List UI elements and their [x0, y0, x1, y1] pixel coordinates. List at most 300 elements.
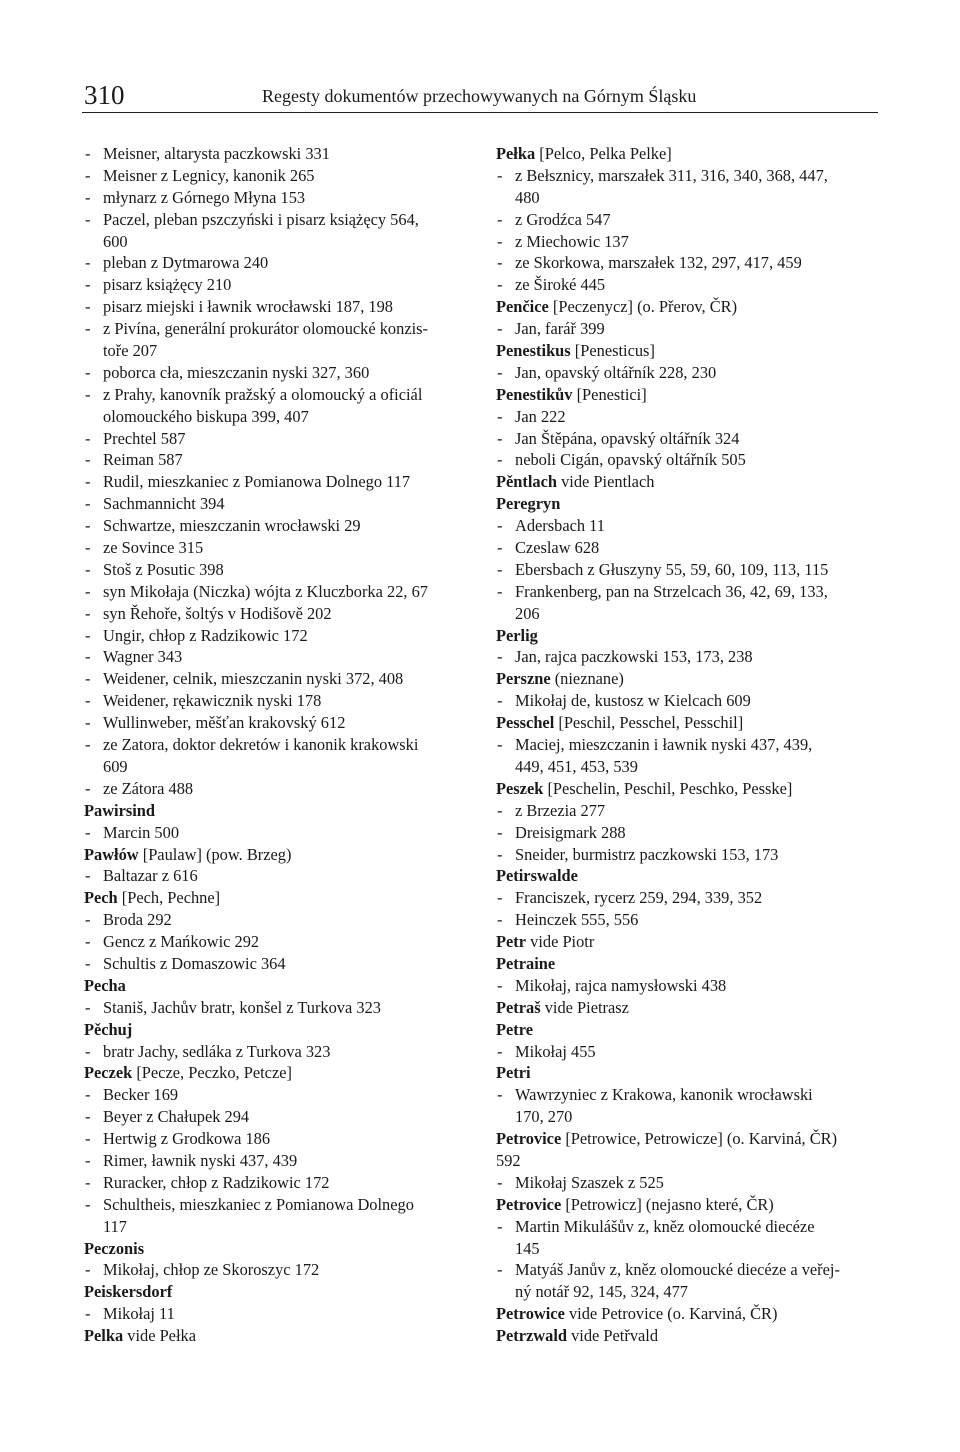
entry-dash: -: [85, 538, 91, 558]
index-subentry: [84, 252, 474, 274]
index-subentry-continuation: [84, 340, 474, 362]
entry-dash: -: [85, 910, 91, 930]
entry-dash: -: [497, 319, 503, 339]
index-subentry: [84, 603, 474, 625]
headword: Peczonis: [84, 1238, 145, 1258]
headword: Pěchuj: [84, 1019, 133, 1039]
entry-text: Maciej, mieszczanin i ławnik nyski 437, 439,: [515, 735, 813, 755]
entry-dash: -: [85, 450, 91, 470]
entry-text: ný notář 92, 145, 324, 477: [515, 1282, 688, 1302]
headword: Peregryn: [496, 494, 561, 514]
entry-text: Heinczek 555, 556: [515, 910, 639, 930]
entry-dash: -: [85, 297, 91, 317]
entry-dash: -: [85, 1129, 91, 1149]
index-subentry: [496, 887, 886, 909]
index-subentry: [84, 646, 474, 668]
entry-text: Stoš z Posutic 398: [103, 559, 224, 579]
entry-dash: -: [497, 559, 503, 579]
entry-text: młynarz z Górnego Młyna 153: [103, 187, 306, 207]
index-subentry: [496, 1041, 886, 1063]
index-subentry: [84, 187, 474, 209]
entry-text: Mikołaj, chłop ze Skoroszyc 172: [103, 1260, 320, 1280]
index-subentry: [84, 274, 474, 296]
index-subentry: [84, 865, 474, 887]
entry-text: Baltazar z 616: [103, 866, 198, 886]
index-subentry: [496, 822, 886, 844]
index-subentry: [84, 822, 474, 844]
headword: Peszek: [496, 778, 544, 798]
index-subentry: [496, 318, 886, 340]
index-subentry: [84, 953, 474, 975]
headword-note: (nieznane): [550, 669, 624, 689]
index-headword-entry: [496, 1194, 886, 1216]
entry-dash: -: [497, 516, 503, 536]
entry-dash: -: [85, 581, 91, 601]
entry-text: ze Zatora, doktor dekretów i kanonik krakowski: [103, 735, 419, 755]
entry-text: Gencz z Mańkowic 292: [103, 932, 260, 952]
index-subentry: [496, 844, 886, 866]
index-headword-entry: [496, 340, 886, 362]
entry-dash: -: [85, 997, 91, 1017]
index-subentry: [496, 449, 886, 471]
entry-text: Staniš, Jachův bratr, konšel z Turkova 323: [103, 997, 381, 1017]
entry-dash: -: [85, 494, 91, 514]
index-subentry: [496, 581, 886, 603]
headword-note: [Peschelin, Peschil, Peschko, Pesske]: [543, 778, 793, 798]
entry-dash: -: [497, 362, 503, 382]
index-headword-entry: [496, 778, 886, 800]
headword-note: [Pecze, Peczko, Petcze]: [132, 1063, 292, 1083]
headword: Petri: [496, 1063, 531, 1083]
entry-text: Ebersbach z Głuszyny 55, 59, 60, 109, 113, 115: [515, 559, 829, 579]
entry-text: Meisner z Legnicy, kanonik 265: [103, 165, 315, 185]
entry-dash: -: [85, 1041, 91, 1061]
entry-dash: -: [85, 866, 91, 886]
entry-dash: -: [497, 406, 503, 426]
headword: Pesschel: [496, 713, 555, 733]
entry-dash: -: [85, 516, 91, 536]
entry-text: Sachmannicht 394: [103, 494, 225, 514]
index-subentry: [496, 909, 886, 931]
entry-text: ze Skorkowa, marszałek 132, 297, 417, 459: [515, 253, 802, 273]
index-subentry: [84, 493, 474, 515]
index-headword-entry: [84, 887, 474, 909]
index-subentry-continuation: [84, 406, 474, 428]
entry-text: 480: [515, 187, 540, 207]
index-continuation: 592: [496, 1150, 521, 1170]
entry-text: Hertwig z Grodkowa 186: [103, 1129, 271, 1149]
headword: Perszne: [496, 669, 551, 689]
index-subentry: [84, 362, 474, 384]
entry-text: Mikołaj 11: [103, 1304, 175, 1324]
index-subentry: [84, 778, 474, 800]
index-column-right: [496, 143, 886, 1347]
index-subentry: [84, 625, 474, 647]
entry-text: 117: [103, 1216, 127, 1236]
index-headword-entry: [496, 1062, 886, 1084]
entry-text: Adersbach 11: [515, 516, 605, 536]
entry-dash: -: [85, 1150, 91, 1170]
entry-text: Prechtel 587: [103, 428, 186, 448]
index-headword-entry: [84, 1062, 474, 1084]
entry-dash: -: [85, 647, 91, 667]
index-subentry: [84, 318, 474, 340]
entry-dash: -: [497, 581, 503, 601]
header-rule: [82, 112, 878, 113]
headword: Petraine: [496, 953, 556, 973]
index-subentry: [84, 384, 474, 406]
headword-note: [Penesticus]: [570, 341, 655, 361]
index-subentry-continuation: [84, 756, 474, 778]
entry-text: Wawrzyniec z Krakowa, kanonik wrocławski: [515, 1085, 813, 1105]
entry-text: Franciszek, rycerz 259, 294, 339, 352: [515, 888, 763, 908]
entry-dash: -: [85, 559, 91, 579]
entry-dash: -: [497, 1085, 503, 1105]
entry-text: Becker 169: [103, 1085, 179, 1105]
entry-dash: -: [85, 1107, 91, 1127]
index-subentry: [84, 690, 474, 712]
entry-text: Wullinweber, měšťan krakovský 612: [103, 713, 346, 733]
index-subentry: [84, 909, 474, 931]
entry-text: Jan, farář 399: [515, 319, 605, 339]
index-headword-entry: [496, 1128, 886, 1150]
index-headword-entry: [496, 953, 886, 975]
entry-text: pisarz miejski i ławnik wrocławski 187, 198: [103, 297, 393, 317]
index-headword-entry: [496, 712, 886, 734]
headword: Pełka: [496, 144, 536, 163]
entry-text: Wagner 343: [103, 647, 183, 667]
entry-dash: -: [497, 844, 503, 864]
entry-dash: -: [85, 1085, 91, 1105]
entry-text: Meisner, altarysta paczkowski 331: [103, 144, 330, 163]
headword-note: [Paulaw] (pow. Brzeg): [138, 844, 292, 864]
entry-dash: -: [85, 669, 91, 689]
index-subentry: [84, 1194, 474, 1216]
entry-text: z Prahy, kanovník pražský a olomoucký a oficiál: [103, 384, 423, 404]
entry-dash: -: [85, 735, 91, 755]
index-headword-entry: [84, 800, 474, 822]
index-subentry: [496, 559, 886, 581]
headword-note: [Petrowicz] (nejasno které, ČR): [561, 1194, 774, 1214]
index-subentry: [496, 537, 886, 559]
index-subentry-continuation: [496, 1238, 886, 1260]
headword: Pawłów: [84, 844, 139, 864]
headword: Petirswalde: [496, 866, 578, 886]
index-subentry: [496, 362, 886, 384]
entry-text: toře 207: [103, 341, 158, 361]
index-subentry: [84, 296, 474, 318]
index-headword-entry: [84, 975, 474, 997]
entry-dash: -: [85, 472, 91, 492]
entry-dash: -: [85, 822, 91, 842]
headword-note: [Peczenycz] (o. Přerov, ČR): [548, 297, 738, 317]
index-headword-entry: [496, 625, 886, 647]
index-subentry: [84, 1041, 474, 1063]
entry-dash: -: [85, 1172, 91, 1192]
entry-text: Ungir, chłop z Radzikowic 172: [103, 625, 308, 645]
entry-text: ze Zátora 488: [103, 778, 194, 798]
headword: Penčice: [496, 297, 549, 317]
entry-text: Schwartze, mieszczanin wrocławski 29: [103, 516, 361, 536]
entry-text: 609: [103, 756, 128, 776]
entry-dash: -: [85, 691, 91, 711]
entry-text: 170, 270: [515, 1107, 573, 1127]
index-subentry-continuation: [84, 1216, 474, 1238]
index-subentry: [496, 690, 886, 712]
index-subentry: [496, 646, 886, 668]
entry-dash: -: [497, 275, 503, 295]
index-headword-entry: [84, 1281, 474, 1303]
entry-text: bratr Jachy, sedláka z Turkova 323: [103, 1041, 331, 1061]
entry-dash: -: [85, 625, 91, 645]
index-subentry: [84, 712, 474, 734]
headword: Peiskersdorf: [84, 1282, 173, 1302]
index-subentry: [496, 274, 886, 296]
index-subentry: [84, 1303, 474, 1325]
entry-text: z Pivína, generální prokurátor olomoucké konzis-: [103, 319, 428, 339]
entry-dash: -: [497, 735, 503, 755]
page-header: [82, 78, 878, 112]
index-subentry: [84, 1106, 474, 1128]
entry-dash: -: [85, 778, 91, 798]
index-subentry: [496, 1172, 886, 1194]
entry-dash: -: [85, 275, 91, 295]
entry-dash: -: [497, 165, 503, 185]
headword: Petrzwald: [496, 1326, 567, 1346]
index-subentry: [496, 975, 886, 997]
entry-text: olomouckého biskupa 399, 407: [103, 406, 309, 426]
headword: Petrowice: [496, 1304, 565, 1324]
running-title: Regesty dokumentów przechowywanych na Górnym Śląsku: [262, 86, 697, 106]
entry-text: neboli Cigán, opavský oltářník 505: [515, 450, 746, 470]
entry-dash: -: [497, 1041, 503, 1061]
index-subentry: [84, 143, 474, 165]
index-subentry: [496, 1216, 886, 1238]
headword-note: vide Pientlach: [557, 472, 655, 492]
entry-dash: -: [85, 187, 91, 207]
entry-text: Ruracker, chłop z Radzikowic 172: [103, 1172, 330, 1192]
entry-text: Jan Štěpána, opavský oltářník 324: [515, 428, 740, 448]
entry-dash: -: [85, 384, 91, 404]
entry-text: Mikołaj 455: [515, 1041, 596, 1061]
entry-dash: -: [85, 713, 91, 733]
index-subentry: [84, 1128, 474, 1150]
index-subentry: [84, 209, 474, 231]
entry-dash: -: [497, 822, 503, 842]
entry-dash: -: [85, 1194, 91, 1214]
entry-text: Czeslaw 628: [515, 538, 600, 558]
index-subentry-continuation: [496, 1106, 886, 1128]
entry-text: Reiman 587: [103, 450, 183, 470]
index-headword-entry: [84, 1238, 474, 1260]
index-headword-entry: [496, 997, 886, 1019]
index-subentry: [84, 997, 474, 1019]
entry-text: Weidener, celnik, mieszczanin nyski 372, 408: [103, 669, 404, 689]
entry-dash: -: [497, 691, 503, 711]
index-subentry: [84, 1259, 474, 1281]
entry-text: Mikołaj Szaszek z 525: [515, 1172, 664, 1192]
headword: Petrovice: [496, 1129, 562, 1149]
entry-dash: -: [85, 932, 91, 952]
headword-note: [Pech, Pechne]: [117, 888, 221, 908]
entry-text: z Grodźca 547: [515, 209, 611, 229]
entry-text: Sneider, burmistrz paczkowski 153, 173: [515, 844, 779, 864]
index-subentry-continuation: [496, 756, 886, 778]
entry-dash: -: [497, 910, 503, 930]
entry-text: 145: [515, 1238, 540, 1258]
index-headword-entry: [496, 668, 886, 690]
headword-note: [Penestici]: [572, 384, 647, 404]
headword: Peczek: [84, 1063, 133, 1083]
entry-text: Frankenberg, pan na Strzelcach 36, 42, 69, 133,: [515, 581, 828, 601]
headword: Penestikův: [496, 384, 573, 404]
index-subentry: [84, 931, 474, 953]
index-subentry: [496, 252, 886, 274]
index-subentry: [84, 537, 474, 559]
index-subentry: [496, 734, 886, 756]
entry-text: Paczel, pleban pszczyński i pisarz książęcy 564,: [103, 209, 419, 229]
entry-dash: -: [85, 319, 91, 339]
entry-dash: -: [85, 362, 91, 382]
entry-text: Jan 222: [515, 406, 566, 426]
entry-dash: -: [85, 603, 91, 623]
headword-note: vide Petřvald: [567, 1326, 659, 1346]
entry-dash: -: [85, 428, 91, 448]
entry-dash: -: [497, 253, 503, 273]
entry-dash: -: [497, 231, 503, 251]
entry-dash: -: [497, 428, 503, 448]
index-subentry: [496, 515, 886, 537]
entry-dash: -: [497, 450, 503, 470]
index-headword-entry: [496, 865, 886, 887]
index-subentry-continuation: [496, 603, 886, 625]
headword-note: [Petrowice, Petrowicze] (o. Karviná, ČR): [561, 1129, 838, 1149]
index-subentry: [84, 734, 474, 756]
index-headword-entry: [496, 296, 886, 318]
entry-text: Rudil, mieszkaniec z Pomianowa Dolnego 117: [103, 472, 411, 492]
index-subentry: [84, 581, 474, 603]
index-subentry: [496, 406, 886, 428]
entry-dash: -: [85, 144, 91, 163]
headword-note: vide Pełka: [123, 1326, 196, 1346]
headword-note: [Peschil, Pesschel, Pesschil]: [554, 713, 744, 733]
entry-text: z Bełsznicy, marszałek 311, 316, 340, 368, 447,: [515, 165, 828, 185]
entry-dash: -: [85, 253, 91, 273]
entry-text: z Miechowic 137: [515, 231, 629, 251]
entry-text: 600: [103, 231, 128, 251]
index-subentry: [496, 428, 886, 450]
entry-dash: -: [85, 953, 91, 973]
entry-text: poborca cła, mieszczanin nyski 327, 360: [103, 362, 370, 382]
entry-dash: -: [497, 1172, 503, 1192]
headword-note: vide Piotr: [526, 932, 595, 952]
entry-dash: -: [497, 800, 503, 820]
index-subentry: [84, 428, 474, 450]
entry-text: Jan, rajca paczkowski 153, 173, 238: [515, 647, 753, 667]
index-column-left: [84, 143, 474, 1347]
index-headword-entry: [84, 1325, 474, 1347]
entry-dash: -: [497, 888, 503, 908]
headword: Perlig: [496, 625, 538, 645]
entry-dash: -: [85, 1260, 91, 1280]
entry-text: Mikołaj, rajca namysłowski 438: [515, 975, 727, 995]
entry-text: Marcin 500: [103, 822, 180, 842]
entry-text: Schultheis, mieszkaniec z Pomianowa Dolnego: [103, 1194, 414, 1214]
index-subentry: [84, 668, 474, 690]
index-subentry: [84, 559, 474, 581]
index-subentry: [84, 471, 474, 493]
index-headword-entry: [496, 931, 886, 953]
headword: Pech: [84, 888, 118, 908]
index-subentry-continuation: [496, 187, 886, 209]
entry-text: syn Mikołaja (Niczka) wójta z Kluczborka 22, 67: [103, 581, 428, 601]
entry-text: 449, 451, 453, 539: [515, 756, 638, 776]
index-headword-entry: [496, 1325, 886, 1347]
entry-text: Martin Mikulášův z, kněz olomoucké diecéze: [515, 1216, 815, 1236]
index-headword-entry: [496, 1019, 886, 1041]
entry-text: ze Sovince 315: [103, 538, 204, 558]
entry-text: Weidener, rękawicznik nyski 178: [103, 691, 322, 711]
index-subentry: [496, 800, 886, 822]
headword-note: vide Pietrasz: [540, 997, 629, 1017]
index-subentry: [84, 165, 474, 187]
headword: Pawirsind: [84, 800, 156, 820]
entry-dash: -: [497, 1216, 503, 1236]
headword: Petre: [496, 1019, 533, 1039]
entry-text: syn Řehoře, šoltýs v Hodišově 202: [103, 603, 332, 623]
headword: Pěntlach: [496, 472, 558, 492]
entry-text: ze Široké 445: [515, 275, 606, 295]
entry-dash: -: [85, 1304, 91, 1324]
index-headword-entry: [496, 384, 886, 406]
headword: Penestikus: [496, 341, 571, 361]
index-subentry: [496, 1084, 886, 1106]
index-subentry: [496, 165, 886, 187]
entry-text: Broda 292: [103, 910, 172, 930]
index-subentry: [496, 1259, 886, 1281]
entry-dash: -: [497, 975, 503, 995]
index-headword-entry: [496, 471, 886, 493]
headword: Pelka: [84, 1326, 124, 1346]
entry-dash: -: [85, 165, 91, 185]
entry-dash: -: [497, 647, 503, 667]
headword: Pecha: [84, 975, 126, 995]
entry-text: Beyer z Chałupek 294: [103, 1107, 250, 1127]
entry-dash: -: [85, 209, 91, 229]
index-subentry: [496, 231, 886, 253]
index-subentry: [84, 1084, 474, 1106]
page-number: 310: [84, 80, 125, 110]
headword: Petrovice: [496, 1194, 562, 1214]
entry-text: z Brzezia 277: [515, 800, 606, 820]
entry-text: pisarz książęcy 210: [103, 275, 232, 295]
headword-note: [Pelco, Pelka Pelke]: [535, 144, 672, 163]
entry-text: Jan, opavský oltářník 228, 230: [515, 362, 717, 382]
index-subentry: [84, 449, 474, 471]
entry-text: Rimer, ławnik nyski 437, 439: [103, 1150, 298, 1170]
index-subentry: [84, 515, 474, 537]
entry-dash: -: [497, 538, 503, 558]
index-headword-entry: [496, 143, 886, 165]
index-subentry: [496, 209, 886, 231]
headword: Petraš: [496, 997, 541, 1017]
entry-dash: -: [497, 1260, 503, 1280]
headword: Petr: [496, 932, 527, 952]
index-subentry: [84, 1150, 474, 1172]
index-subentry: [84, 1172, 474, 1194]
entry-text: Mikołaj de, kustosz w Kielcach 609: [515, 691, 751, 711]
entry-dash: -: [497, 209, 503, 229]
